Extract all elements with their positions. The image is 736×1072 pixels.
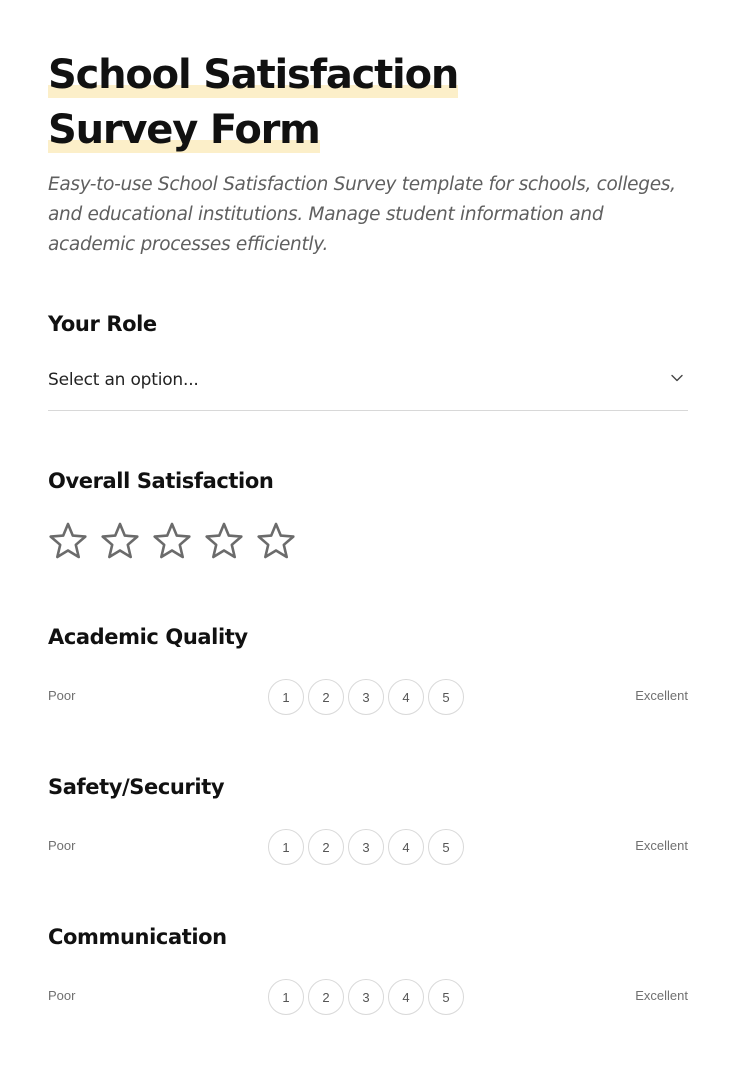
scale-high-label: Excellent [635, 838, 688, 853]
academic-quality-question [48, 625, 688, 715]
overall-satisfaction-label: Overall Satisfaction [48, 469, 274, 493]
scale-option-5[interactable]: 5 [428, 979, 464, 1015]
scale-option-1[interactable]: 1 [268, 679, 304, 715]
safety-security-label: Safety/Security [48, 775, 225, 799]
star-icon[interactable] [256, 521, 296, 561]
scale-option-4[interactable]: 4 [388, 979, 424, 1015]
scale-option-3[interactable]: 3 [348, 679, 384, 715]
overall-satisfaction-stars [48, 521, 688, 561]
scale-high-label: Excellent [635, 688, 688, 703]
scale-option-2[interactable]: 2 [308, 979, 344, 1015]
scale-options [268, 979, 464, 1015]
scale-option-1[interactable]: 1 [268, 829, 304, 865]
role-question-label: Your Role [48, 312, 157, 336]
survey-form [0, 48, 736, 1015]
scale-option-2[interactable]: 2 [308, 679, 344, 715]
scale-option-5[interactable]: 5 [428, 679, 464, 715]
scale-option-4[interactable]: 4 [388, 679, 424, 715]
scale-high-label: Excellent [635, 988, 688, 1003]
star-icon[interactable] [100, 521, 140, 561]
star-icon[interactable] [204, 521, 244, 561]
star-icon[interactable] [48, 521, 88, 561]
scale-option-3[interactable]: 3 [348, 979, 384, 1015]
scale-low-label: Poor [48, 838, 76, 853]
star-icon[interactable] [152, 521, 192, 561]
role-select-placeholder: Select an option... [48, 370, 199, 390]
communication-question [48, 925, 688, 1015]
safety-security-scale [48, 829, 688, 865]
scale-options [268, 679, 464, 715]
scale-option-3[interactable]: 3 [348, 829, 384, 865]
form-title [48, 48, 608, 158]
form-description: Easy-to-use School Satisfaction Survey template for schools, colleges, and educational institutions. Manage student information and academic processes efficiently. [48, 174, 676, 255]
safety-security-question [48, 775, 688, 865]
scale-option-2[interactable]: 2 [308, 829, 344, 865]
scale-low-label: Poor [48, 688, 76, 703]
scale-options [268, 829, 464, 865]
role-select[interactable] [48, 368, 688, 411]
form-title-text: School Satisfaction Survey Form [48, 52, 459, 153]
scale-low-label: Poor [48, 988, 76, 1003]
scale-option-5[interactable]: 5 [428, 829, 464, 865]
scale-option-4[interactable]: 4 [388, 829, 424, 865]
communication-label: Communication [48, 925, 227, 949]
academic-quality-label: Academic Quality [48, 625, 248, 649]
academic-quality-scale [48, 679, 688, 715]
communication-scale [48, 979, 688, 1015]
scale-option-1[interactable]: 1 [268, 979, 304, 1015]
chevron-down-icon [670, 371, 684, 385]
